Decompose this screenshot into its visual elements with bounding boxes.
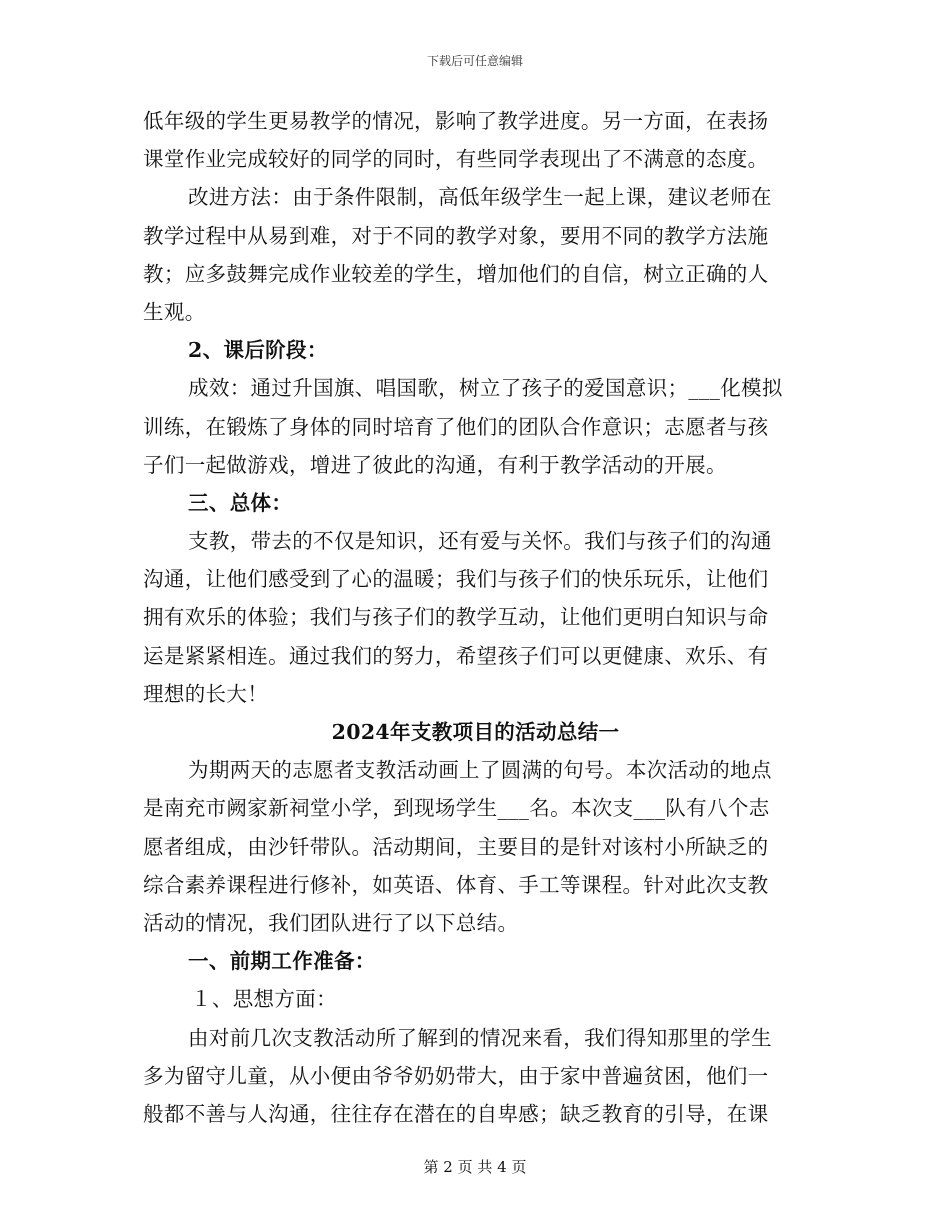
paragraph-line: 子们一起做游戏，增进了彼此的沟通，有利于教学活动的开展。 bbox=[143, 452, 727, 477]
paragraph-line: 低年级的学生更易教学的情况，影响了教学进度。另一方面，在表扬 bbox=[143, 109, 769, 133]
paragraph-line: 为期两天的志愿者支教活动画上了圆满的句号。本次活动的地点 bbox=[188, 758, 772, 783]
section-heading: 2、课后阶段： bbox=[188, 338, 328, 363]
paragraph-line: 是南充市阙家新祠堂小学，到现场学生___名。本次支___队有八个志 bbox=[143, 796, 770, 821]
paragraph-line: 愿者组成，由沙钎带队。活动期间，主要目的是针对该村小所缺乏的 bbox=[143, 834, 769, 859]
paragraph-line: 运是紧紧相连。通过我们的努力，希望孩子们可以更健康、欢乐、有 bbox=[143, 643, 769, 668]
paragraph-line: 多为留守儿童，从小便由爷爷奶奶带大，由于家中普遍贫困，他们一 bbox=[143, 1063, 769, 1088]
paragraph-line: 成效：通过升国旗、唱国歌，树立了孩子的爱国意识；___化模拟 bbox=[188, 376, 783, 401]
paragraph-line: 活动的情况，我们团队进行了以下总结。 bbox=[143, 910, 519, 935]
paragraph-line: 教学过程中从易到难，对于不同的教学对象，要用不同的教学方法施 bbox=[143, 223, 769, 248]
subsection-heading: １、思想方面： bbox=[191, 987, 337, 1012]
paragraph-line: 拥有欢乐的体验；我们与孩子们的教学互动，让他们更明白知识与命 bbox=[143, 605, 769, 630]
paragraph-line: 综合素养课程进行修补，如英语、体育、手工等课程。针对此次支教 bbox=[143, 872, 769, 897]
paragraph-line: 训练，在锻炼了身体的同时培育了他们的团队合作意识；志愿者与孩 bbox=[143, 414, 769, 439]
paragraph-line: 由对前几次支教活动所了解到的情况来看，我们得知那里的学生 bbox=[188, 1025, 772, 1050]
paragraph-line: 理想的长大！ bbox=[143, 681, 269, 706]
paragraph-line: 生观。 bbox=[143, 299, 206, 324]
page-header: 下载后可任意编辑 bbox=[426, 54, 523, 68]
document-title: 2024年支教项目的活动总结一 bbox=[331, 720, 620, 744]
section-heading: 一、前期工作准备： bbox=[188, 949, 376, 974]
page-footer: 第 2 页 共 4 页 bbox=[423, 1158, 527, 1176]
paragraph-line: 般都不善与人沟通，往往存在潜在的自卑感；缺乏教育的引导，在课 bbox=[143, 1101, 769, 1126]
paragraph-line: 教；应多鼓舞完成作业较差的学生，增加他们的自信，树立正确的人 bbox=[143, 261, 769, 286]
document-body bbox=[143, 102, 808, 1133]
paragraph-line: 课堂作业完成较好的同学的同时，有些同学表现出了不满意的态度。 bbox=[143, 147, 769, 172]
paragraph-line: 沟通，让他们感受到了心的温暖；我们与孩子们的快乐玩乐，让他们 bbox=[143, 567, 769, 592]
paragraph-line: 支教，带去的不仅是知识，还有爱与关怀。我们与孩子们的沟通 bbox=[188, 529, 772, 554]
paragraph-line: 改进方法：由于条件限制，高低年级学生一起上课，建议老师在 bbox=[188, 185, 772, 210]
section-heading: 三、总体： bbox=[188, 490, 293, 515]
